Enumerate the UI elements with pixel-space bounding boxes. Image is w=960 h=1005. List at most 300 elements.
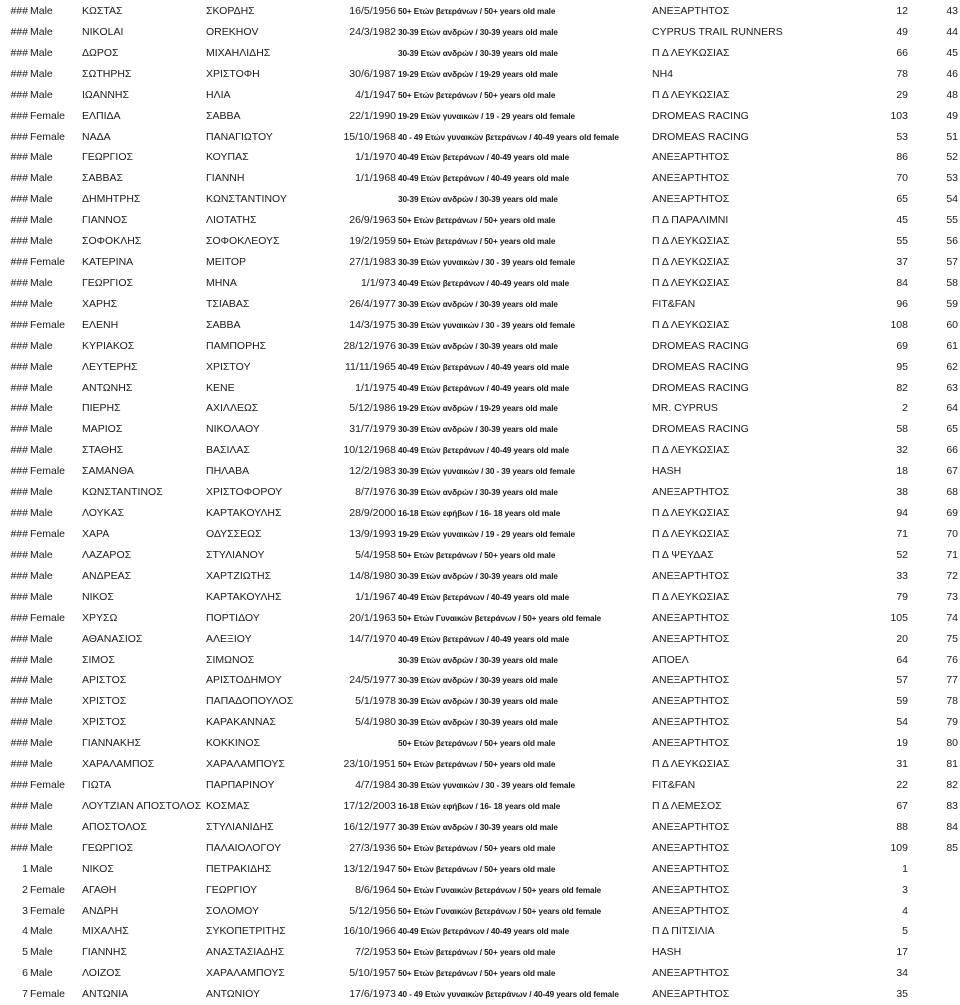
last-name-cell: ΚΟΚΚΙΝΟΣ [206, 737, 261, 750]
last-name-cell: ΣΟΦΟΚΛΕΟΥΣ [206, 235, 280, 248]
club-cell: ΑΝΕΞΑΡΤΗΤΟΣ [652, 862, 730, 875]
last-name-cell: ΑΛΕΞΙΟΥ [206, 632, 252, 645]
first-name-cell: ΓΙΑΝΝΟΣ [82, 214, 128, 227]
date-of-birth-cell: 17/6/1973 [349, 988, 396, 1001]
category-cell: 30-39 Ετών ανδρών / 30-39 years old male [398, 697, 558, 707]
gender-cell: Male [30, 172, 53, 185]
club-cell: ΑΝΕΞΑΡΤΗΤΟΣ [652, 674, 730, 687]
date-of-birth-cell: 28/9/2000 [349, 507, 396, 520]
category-cell: 50+ Ετών βετεράνων / 50+ years old male [398, 760, 556, 770]
position-cell: 65 [946, 423, 958, 436]
first-name-cell: ΔΗΜΗΤΡΗΣ [82, 193, 141, 206]
category-cell: 40 - 49 Ετών γυναικών βετεράνων / 40-49 years old female [398, 990, 619, 1000]
date-of-birth-cell: 1/1/1968 [355, 172, 396, 185]
category-cell: 40-49 Ετών βετεράνων / 40-49 years old male [398, 362, 570, 372]
category-cell: 50+ Ετών βετεράνων / 50+ years old male [398, 550, 556, 560]
gender-cell: Male [30, 820, 53, 833]
row-number: ### [10, 423, 28, 436]
first-name-cell: ΣΙΜΟΣ [82, 653, 115, 666]
first-name-cell: ΣΤΑΘΗΣ [82, 444, 124, 457]
last-name-cell: ΧΡΙΣΤΟΦΟΡΟΥ [206, 486, 283, 499]
last-name-cell: ΣΑΒΒΑ [206, 109, 241, 122]
date-of-birth-cell: 5/12/1956 [349, 904, 396, 917]
bib-number-cell: 4 [902, 904, 908, 917]
bib-number-cell: 79 [896, 590, 908, 603]
position-cell: 43 [946, 5, 958, 17]
first-name-cell: ΧΡΙΣΤΟΣ [82, 716, 127, 729]
gender-cell: Male [30, 214, 53, 227]
category-cell: 50+ Ετών Γυναικών βετεράνων / 50+ years old female [398, 613, 602, 623]
gender-cell: Male [30, 235, 53, 248]
category-cell: 30-39 Ετών ανδρών / 30-39 years old male [398, 48, 558, 58]
gender-cell: Male [30, 423, 53, 436]
table-row [0, 461, 960, 482]
position-cell: 85 [946, 841, 958, 854]
bib-number-cell: 35 [896, 988, 908, 1001]
club-cell: ΑΠΟΕΛ [652, 653, 689, 666]
date-of-birth-cell: 5/10/1957 [349, 967, 396, 980]
last-name-cell: ΣΥΚΟΠΕΤΡΙΤΗΣ [206, 925, 286, 938]
position-cell: 59 [946, 297, 958, 310]
gender-cell: Male [30, 507, 53, 520]
first-name-cell: ΝΙΚΟΣ [82, 862, 114, 875]
position-cell: 58 [946, 276, 958, 289]
row-number: ### [10, 758, 28, 771]
club-cell: Π Δ ΛΕΥΚΩΣΙΑΣ [652, 507, 730, 520]
table-row [0, 315, 960, 336]
table-row [0, 754, 960, 775]
gender-cell: Male [30, 590, 53, 603]
category-cell: 19-29 Ετών γυναικών / 19 - 29 years old female [398, 111, 575, 121]
gender-cell: Male [30, 297, 53, 310]
gender-cell: Male [30, 381, 53, 394]
first-name-cell: ΧΑΡΑΛΑΜΠΟΣ [82, 758, 155, 771]
table-row [0, 587, 960, 608]
gender-cell: Female [30, 779, 66, 792]
date-of-birth-cell: 11/11/1965 [345, 360, 396, 373]
position-cell: 73 [946, 590, 958, 603]
bib-number-cell: 20 [896, 632, 908, 645]
first-name-cell: ΙΩΑΝΝΗΣ [82, 88, 130, 101]
bib-number-cell: 105 [890, 611, 908, 624]
position-cell: 69 [946, 507, 958, 520]
category-cell: 30-39 Ετών ανδρών / 30-39 years old male [398, 341, 558, 351]
category-cell: 30-39 Ετών ανδρών / 30-39 years old male [398, 488, 558, 498]
position-cell: 56 [946, 235, 958, 248]
table-row [0, 252, 960, 273]
club-cell: Π Δ ΛΕΥΚΩΣΙΑΣ [652, 88, 730, 101]
last-name-cell: ΣΤΥΛΙΑΝΙΔΗΣ [206, 820, 274, 833]
last-name-cell: ΧΡΙΣΤΟΦΗ [206, 67, 260, 80]
bib-number-cell: 71 [896, 528, 908, 540]
row-number: ### [10, 779, 28, 792]
bib-number-cell: 3 [902, 883, 908, 896]
category-cell: 30-39 Ετών ανδρών / 30-39 years old male [398, 655, 558, 665]
club-cell: Π Δ ΛΕΥΚΩΣΙΑΣ [652, 276, 730, 289]
date-of-birth-cell: 12/2/1983 [349, 465, 396, 478]
last-name-cell: ΟΔΥΣΣΕΩΣ [206, 528, 262, 540]
date-of-birth-cell: 7/2/1953 [355, 946, 396, 959]
row-number: ### [10, 5, 28, 17]
category-cell: 30-39 Ετών ανδρών / 30-39 years old male [398, 676, 558, 686]
club-cell: FIT&FAN [652, 779, 696, 792]
table-row [0, 294, 960, 315]
table-row [0, 838, 960, 859]
gender-cell: Male [30, 946, 53, 959]
row-number: ### [10, 507, 28, 520]
table-row [0, 733, 960, 754]
date-of-birth-cell: 13/9/1993 [349, 528, 396, 540]
position-cell: 51 [946, 130, 958, 143]
row-number: ### [10, 130, 28, 143]
category-cell: 30-39 Ετών γυναικών / 30 - 39 years old female [398, 258, 575, 268]
position-cell: 72 [946, 569, 958, 582]
gender-cell: Female [30, 318, 66, 331]
club-cell: ΑΝΕΞΑΡΤΗΤΟΣ [652, 5, 730, 17]
last-name-cell: ΣΑΒΒΑ [206, 318, 241, 331]
bib-number-cell: 57 [896, 674, 908, 687]
gender-cell: Male [30, 360, 53, 373]
row-number: ### [10, 235, 28, 248]
row-number: ### [10, 172, 28, 185]
position-cell: 78 [946, 695, 958, 708]
position-cell: 68 [946, 486, 958, 499]
table-row [0, 963, 960, 984]
table-row [0, 336, 960, 357]
club-cell: Π Δ ΨΕΥΔΑΣ [652, 548, 714, 561]
position-cell: 81 [946, 758, 958, 771]
position-cell: 63 [946, 381, 958, 394]
date-of-birth-cell: 19/2/1959 [349, 235, 396, 248]
club-cell: DROMEAS RACING [652, 381, 749, 394]
row-number: ### [10, 632, 28, 645]
gender-cell: Female [30, 611, 66, 624]
last-name-cell: ΗΛΙΑ [206, 88, 231, 101]
gender-cell: Male [30, 151, 53, 164]
gender-cell: Male [30, 632, 53, 645]
date-of-birth-cell: 1/1/1967 [355, 590, 396, 603]
date-of-birth-cell: 27/1/1983 [349, 256, 396, 269]
table-row [0, 901, 960, 922]
club-cell: ΑΝΕΞΑΡΤΗΤΟΣ [652, 611, 730, 624]
last-name-cell: ΚΑΡΑΚΑΝΝΑΣ [206, 716, 276, 729]
gender-cell: Female [30, 883, 66, 896]
row-number: ### [10, 737, 28, 750]
last-name-cell: ΧΑΡΑΛΑΜΠΟΥΣ [206, 967, 285, 980]
club-cell: ΑΝΕΞΑΡΤΗΤΟΣ [652, 193, 730, 206]
gender-cell: Male [30, 486, 53, 499]
category-cell: 30-39 Ετών γυναικών / 30 - 39 years old female [398, 781, 575, 791]
bib-number-cell: 82 [896, 381, 908, 394]
bib-number-cell: 49 [896, 25, 908, 38]
bib-number-cell: 58 [896, 423, 908, 436]
row-number: ### [10, 88, 28, 101]
date-of-birth-cell: 14/3/1975 [349, 318, 396, 331]
date-of-birth-cell: 8/6/1964 [355, 883, 396, 896]
club-cell: ΑΝΕΞΑΡΤΗΤΟΣ [652, 904, 730, 917]
club-cell: ΑΝΕΞΑΡΤΗΤΟΣ [652, 569, 730, 582]
gender-cell: Male [30, 193, 53, 206]
last-name-cell: ΒΑΣΙΛΑΣ [206, 444, 250, 457]
row-number: ### [10, 528, 28, 540]
position-cell: 71 [946, 548, 958, 561]
first-name-cell: ΛΟΥΤΖΙΑΝ ΑΠΟΣΤΟΛΟΣ [82, 799, 202, 812]
position-cell: 80 [946, 737, 958, 750]
date-of-birth-cell: 8/7/1976 [355, 486, 396, 499]
date-of-birth-cell: 26/4/1977 [349, 297, 396, 310]
table-row [0, 566, 960, 587]
position-cell: 60 [946, 318, 958, 331]
club-cell: Π Δ ΛΕΥΚΩΣΙΑΣ [652, 235, 730, 248]
category-cell: 40-49 Ετών βετεράνων / 40-49 years old male [398, 174, 570, 184]
club-cell: DROMEAS RACING [652, 109, 749, 122]
position-cell: 70 [946, 528, 958, 540]
first-name-cell: ΜΙΧΑΛΗΣ [82, 925, 129, 938]
category-cell: 30-39 Ετών ανδρών / 30-39 years old male [398, 822, 558, 832]
club-cell: ΑΝΕΞΑΡΤΗΤΟΣ [652, 695, 730, 708]
row-number: ### [10, 548, 28, 561]
category-cell: 50+ Ετών Γυναικών βετεράνων / 50+ years old female [398, 906, 602, 916]
gender-cell: Male [30, 653, 53, 666]
gender-cell: Male [30, 67, 53, 80]
bib-number-cell: 29 [896, 88, 908, 101]
category-cell: 50+ Ετών βετεράνων / 50+ years old male [398, 948, 556, 958]
first-name-cell: ΑΠΟΣΤΟΛΟΣ [82, 820, 147, 833]
category-cell: 30-39 Ετών ανδρών / 30-39 years old male [398, 718, 558, 728]
club-cell: ΑΝΕΞΑΡΤΗΤΟΣ [652, 967, 730, 980]
table-row [0, 398, 960, 419]
last-name-cell: ΣΚΟΡΔΗΣ [206, 5, 255, 17]
table-row [0, 357, 960, 378]
position-cell: 82 [946, 779, 958, 792]
club-cell: DROMEAS RACING [652, 360, 749, 373]
row-number: ### [10, 109, 28, 122]
category-cell: 40 - 49 Ετών γυναικών βετεράνων / 40-49 years old female [398, 132, 619, 142]
table-row [0, 378, 960, 399]
bib-number-cell: 103 [890, 109, 908, 122]
last-name-cell: ΜΗΝΑ [206, 276, 237, 289]
table-row [0, 22, 960, 43]
category-cell: 50+ Ετών βετεράνων / 50+ years old male [398, 969, 556, 979]
last-name-cell: ΚΟΥΠΑΣ [206, 151, 249, 164]
first-name-cell: ΧΡΙΣΤΟΣ [82, 695, 127, 708]
bib-number-cell: 45 [896, 214, 908, 227]
category-cell: 40-49 Ετών βετεράνων / 40-49 years old male [398, 153, 570, 163]
category-cell: 40-49 Ετών βετεράνων / 40-49 years old male [398, 927, 570, 937]
row-number: ### [10, 799, 28, 812]
gender-cell: Male [30, 758, 53, 771]
table-row [0, 1, 960, 22]
bib-number-cell: 88 [896, 820, 908, 833]
table-row [0, 482, 960, 503]
row-number: 3 [22, 904, 28, 917]
table-row [0, 64, 960, 85]
position-cell: 62 [946, 360, 958, 373]
last-name-cell: ΚΕΝΕ [206, 381, 235, 394]
row-number: ### [10, 841, 28, 854]
row-number: ### [10, 256, 28, 269]
row-number: ### [10, 193, 28, 206]
bib-number-cell: 32 [896, 444, 908, 457]
table-row [0, 273, 960, 294]
table-row [0, 608, 960, 629]
club-cell: ΑΝΕΞΑΡΤΗΤΟΣ [652, 988, 730, 1001]
row-number: ### [10, 402, 28, 415]
table-row [0, 524, 960, 545]
gender-cell: Male [30, 925, 53, 938]
date-of-birth-cell: 20/1/1963 [349, 611, 396, 624]
category-cell: 30-39 Ετών ανδρών / 30-39 years old male [398, 27, 558, 37]
gender-cell: Male [30, 716, 53, 729]
category-cell: 16-18 Ετών εφήβων / 16- 18 years old male [398, 509, 561, 519]
club-cell: Π Δ ΛΕΥΚΩΣΙΑΣ [652, 528, 730, 540]
gender-cell: Male [30, 841, 53, 854]
table-row [0, 712, 960, 733]
row-number: ### [10, 67, 28, 80]
club-cell: FIT&FAN [652, 297, 696, 310]
last-name-cell: ΠΑΝΑΓΙΩΤΟΥ [206, 130, 273, 143]
club-cell: DROMEAS RACING [652, 423, 749, 436]
table-row [0, 775, 960, 796]
last-name-cell: ΠΟΡΤΙΔΟΥ [206, 611, 260, 624]
category-cell: 50+ Ετών βετεράνων / 50+ years old male [398, 90, 556, 100]
last-name-cell: ΚΟΣΜΑΣ [206, 799, 250, 812]
category-cell: 50+ Ετών βετεράνων / 50+ years old male [398, 237, 556, 247]
table-row [0, 85, 960, 106]
first-name-cell: ΛΟΥΚΑΣ [82, 507, 125, 520]
date-of-birth-cell: 10/12/1968 [343, 444, 396, 457]
position-cell: 52 [946, 151, 958, 164]
gender-cell: Male [30, 46, 53, 59]
club-cell: HASH [652, 946, 682, 959]
row-number: ### [10, 46, 28, 59]
last-name-cell: ΠΗΛΑΒΑ [206, 465, 250, 478]
bib-number-cell: 2 [902, 402, 908, 415]
last-name-cell: ΚΩΝΣΤΑΝΤΙΝΟΥ [206, 193, 287, 206]
position-cell: 66 [946, 444, 958, 457]
position-cell: 53 [946, 172, 958, 185]
first-name-cell: ΣΟΦΟΚΛΗΣ [82, 235, 142, 248]
date-of-birth-cell: 27/3/1936 [349, 841, 396, 854]
date-of-birth-cell: 14/8/1980 [349, 569, 396, 582]
row-number: ### [10, 590, 28, 603]
gender-cell: Male [30, 88, 53, 101]
category-cell: 50+ Ετών Γυναικών βετεράνων / 50+ years old female [398, 885, 602, 895]
bib-number-cell: 66 [896, 46, 908, 59]
first-name-cell: ΜΑΡΙΟΣ [82, 423, 123, 436]
date-of-birth-cell: 13/12/1947 [343, 862, 396, 875]
date-of-birth-cell: 31/7/1979 [349, 423, 396, 436]
position-cell: 54 [946, 193, 958, 206]
row-number: ### [10, 276, 28, 289]
first-name-cell: ΚΩΣΤΑΣ [82, 5, 123, 17]
table-row [0, 231, 960, 252]
bib-number-cell: 38 [896, 486, 908, 499]
last-name-cell: ΤΣΙΑΒΑΣ [206, 297, 250, 310]
first-name-cell: NIKOLAI [82, 25, 124, 38]
last-name-cell: ΜΕΙΤΟΡ [206, 256, 247, 269]
date-of-birth-cell: 24/3/1982 [349, 25, 396, 38]
bib-number-cell: 67 [896, 799, 908, 812]
row-number: ### [10, 674, 28, 687]
gender-cell: Male [30, 862, 53, 875]
row-number: 7 [22, 988, 28, 1001]
first-name-cell: ΧΡΥΣΩ [82, 611, 118, 624]
category-cell: 40-49 Ετών βετεράνων / 40-49 years old male [398, 278, 570, 288]
last-name-cell: ΓΙΑΝΝΗ [206, 172, 245, 185]
club-cell: HASH [652, 465, 682, 478]
date-of-birth-cell: 16/10/1966 [343, 925, 396, 938]
row-number: ### [10, 465, 28, 478]
position-cell: 83 [946, 799, 958, 812]
bib-number-cell: 84 [896, 276, 908, 289]
position-cell: 49 [946, 109, 958, 122]
row-number: ### [10, 695, 28, 708]
club-cell: Π Δ ΛΕΥΚΩΣΙΑΣ [652, 444, 730, 457]
position-cell: 57 [946, 256, 958, 269]
last-name-cell: ΣΤΥΛΙΑΝΟΥ [206, 548, 265, 561]
table-row [0, 670, 960, 691]
club-cell: NH4 [652, 67, 674, 80]
club-cell: Π Δ ΛΕΜΕΣΟΣ [652, 799, 722, 812]
table-row [0, 147, 960, 168]
gender-cell: Male [30, 339, 53, 352]
first-name-cell: ΑΝΤΩΝΙΑ [82, 988, 129, 1001]
last-name-cell: ΑΡΙΣΤΟΔΗΜΟΥ [206, 674, 282, 687]
first-name-cell: ΓΙΩΤΑ [82, 779, 112, 792]
bib-number-cell: 18 [896, 465, 908, 478]
club-cell: ΑΝΕΞΑΡΤΗΤΟΣ [652, 737, 730, 750]
last-name-cell: ΜΙΧΑΗΛΙΔΗΣ [206, 46, 271, 59]
last-name-cell: ΧΑΡΑΛΑΜΠΟΥΣ [206, 758, 285, 771]
date-of-birth-cell: 16/12/1977 [343, 820, 396, 833]
gender-cell: Female [30, 465, 66, 478]
club-cell: DROMEAS RACING [652, 130, 749, 143]
club-cell: MR. CYPRUS [652, 402, 718, 415]
gender-cell: Female [30, 109, 66, 122]
first-name-cell: ΝΑΔΑ [82, 130, 111, 143]
position-cell: 46 [946, 67, 958, 80]
bib-number-cell: 33 [896, 569, 908, 582]
bib-number-cell: 94 [896, 507, 908, 520]
bib-number-cell: 59 [896, 695, 908, 708]
gender-cell: Male [30, 569, 53, 582]
date-of-birth-cell: 1/1/1970 [355, 151, 396, 164]
bib-number-cell: 95 [896, 360, 908, 373]
first-name-cell: ΧΑΡΑ [82, 528, 110, 540]
first-name-cell: ΓΕΩΡΓΙΟΣ [82, 841, 133, 854]
table-row [0, 629, 960, 650]
last-name-cell: ΛΙΟΤΑΤΗΣ [206, 214, 257, 227]
table-row [0, 817, 960, 838]
first-name-cell: ΣΩΤΗΡΗΣ [82, 67, 132, 80]
category-cell: 30-39 Ετών γυναικών / 30 - 39 years old female [398, 467, 575, 477]
table-row [0, 440, 960, 461]
bib-number-cell: 37 [896, 256, 908, 269]
first-name-cell: ΝΙΚΟΣ [82, 590, 114, 603]
category-cell: 19-29 Ετών γυναικών / 19 - 29 years old female [398, 530, 575, 539]
row-number: ### [10, 820, 28, 833]
category-cell: 40-49 Ετών βετεράνων / 40-49 years old male [398, 592, 570, 602]
position-cell: 77 [946, 674, 958, 687]
first-name-cell: ΓΙΑΝΝΑΚΗΣ [82, 737, 141, 750]
row-number: ### [10, 318, 28, 331]
date-of-birth-cell: 5/4/1980 [355, 716, 396, 729]
last-name-cell: ΑΝΤΩΝΙΟΥ [206, 988, 260, 1001]
position-cell: 55 [946, 214, 958, 227]
table-row [0, 880, 960, 901]
position-cell: 45 [946, 46, 958, 59]
